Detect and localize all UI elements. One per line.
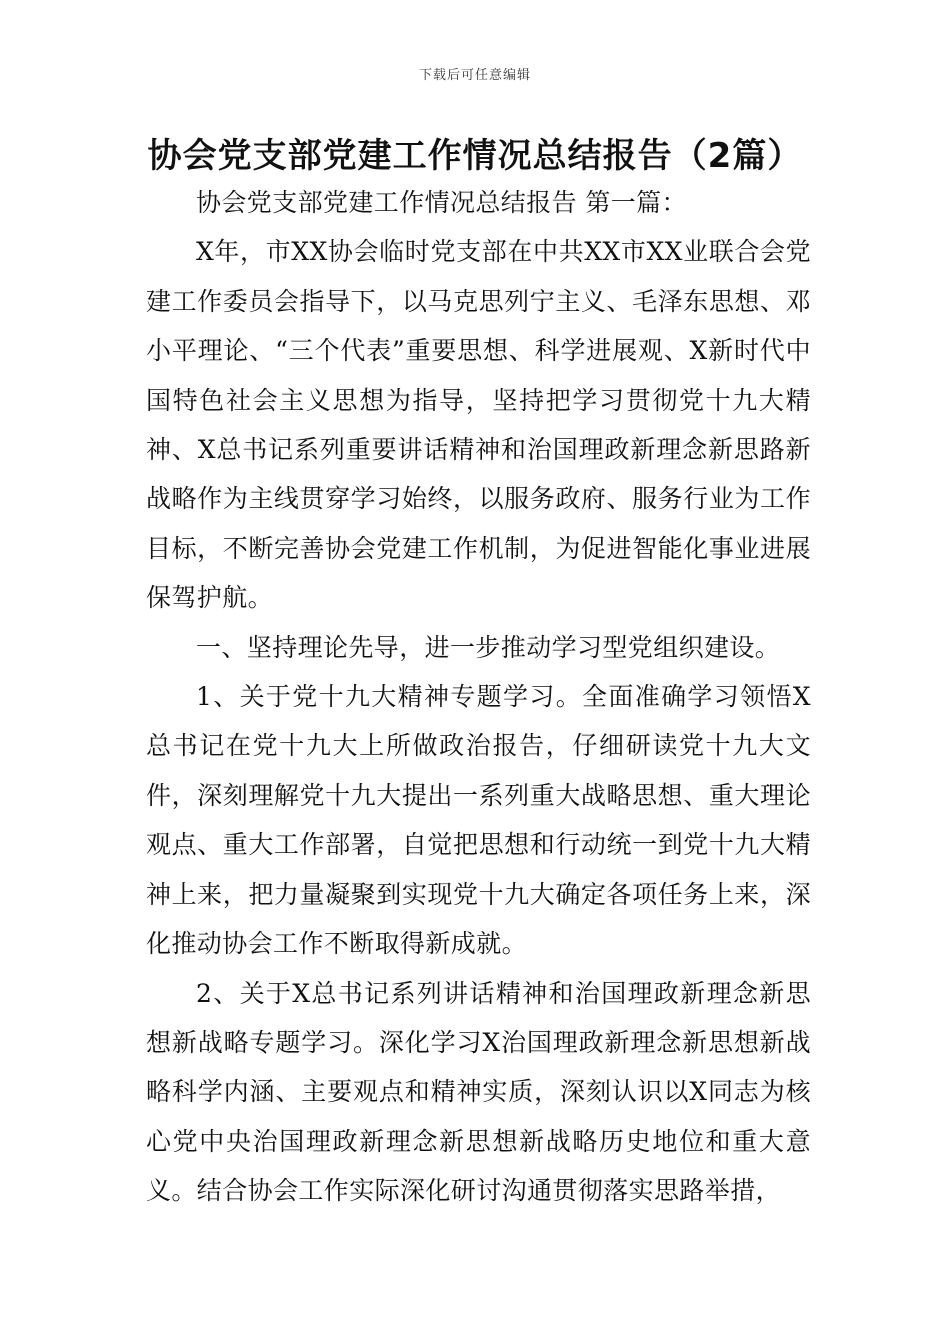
paragraph-intro: X年，市XX协会临时党支部在中共XX市XX业联合会党建工作委员会指导下，以马克思列宁主义、毛泽东思想、邓小平理论、“三个代表”重要思想、科学进展观、X新时代中国特色社会主义思想为指导，坚持把学习贯彻党十九大精神、X总书记系列重要讲话精神和治国理政新理念新思路新战略作为主线贯穿学习始终，以服务政府、服务行业为工作目标，不断完善协会党建工作机制，为促进智能化事业进展保驾护航。 (146, 237, 811, 613)
paragraph-item-2: 2、关于X总书记系列讲话精神和治国理政新理念新思想新战略专题学习。深化学习X治国理政新理念新思想新战略科学内涵、主要观点和精神实质，深刻认识以X同志为核心党中央治国理政新理念新思想新战略历史地位和重大意义。结合协会工作实际深化研讨沟通贯彻落实思路举措， (146, 978, 811, 1206)
section-heading-first: 协会党支部党建工作情况总结报告 第一篇： (196, 188, 687, 217)
document-body (146, 178, 811, 1216)
header-note: 下载后可任意编辑 (418, 68, 531, 83)
document-title: 协会党支部党建工作情况总结报告（2篇） (147, 136, 803, 176)
paragraph-item-1: 1、关于党十九大精神专题学习。全面准确学习领悟X总书记在党十九大上所做政治报告，仔细研读党十九大文件，深刻理解党十九大提出一系列重大战略思想、重大理论观点、重大工作部署，自觉把思想和行动统一到党十九大精神上来，把力量凝聚到实现党十九大确定各项任务上来，深化推动协会工作不断取得新成就。 (146, 682, 811, 959)
section-heading-one: 一、坚持理论先导，进一步推动学习型党组织建设。 (196, 632, 781, 662)
